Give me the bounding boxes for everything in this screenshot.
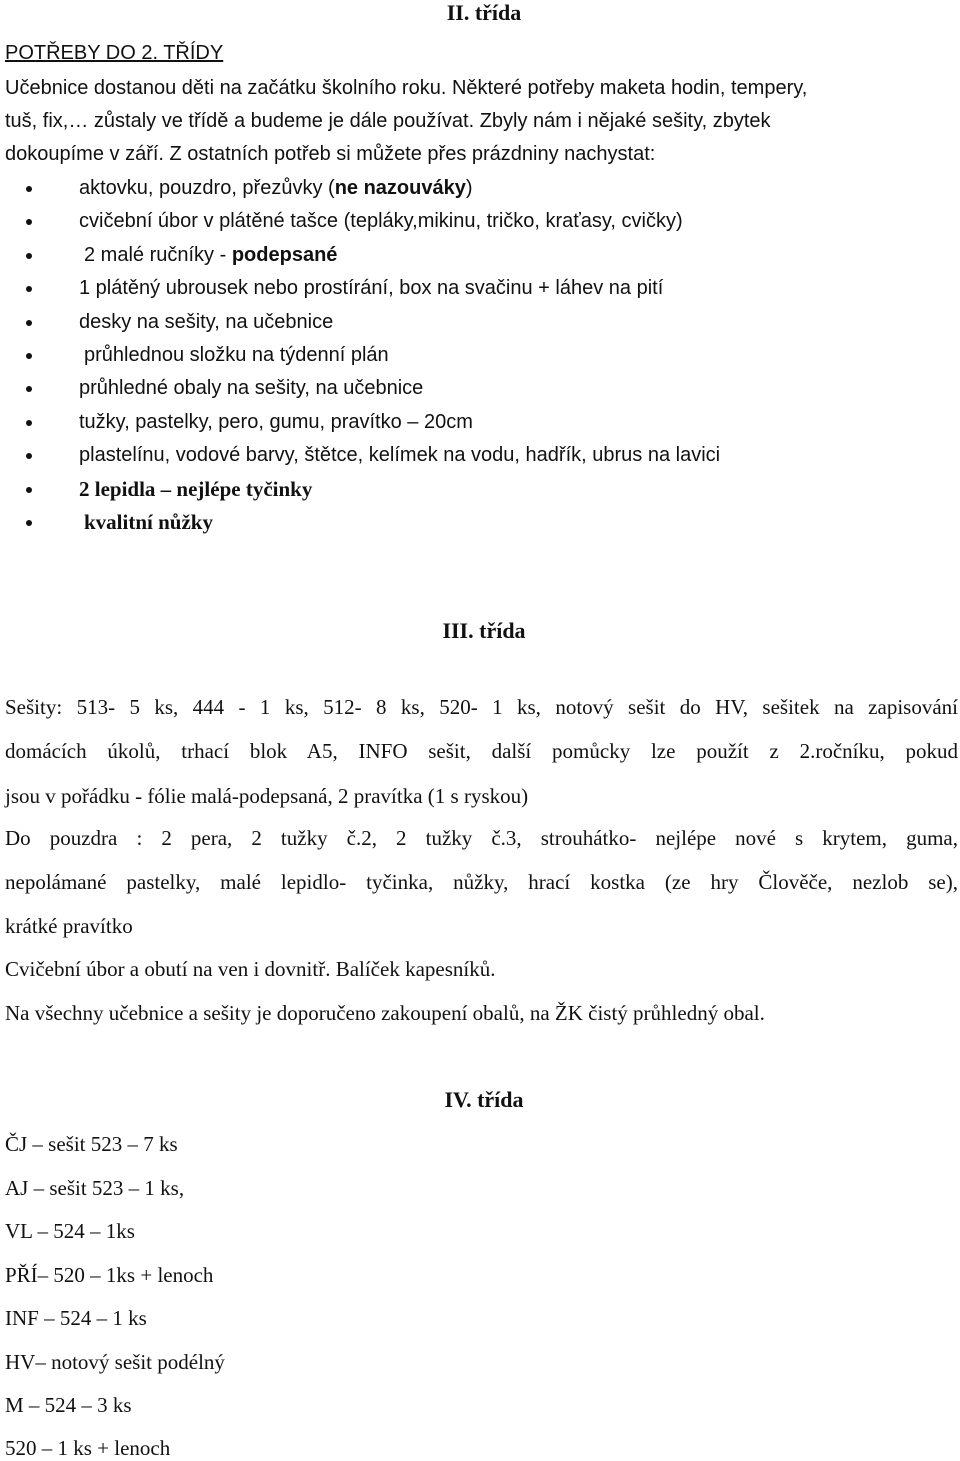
heading-second-grade: II. třída [446,0,522,25]
supplies-list [0,172,720,539]
third-grade-line-4: Do pouzdra : 2 pera, 2 tužky č.2, 2 tužky č.3, strouhátko- nejlépe nové s krytem, guma, [5,826,958,850]
list-item: tužky, pastelky, pero, gumu, pravítko – 20cm [0,406,720,439]
list-item: cvičební úbor v plátěné tašce (tepláky,mikinu, tričko, kraťasy, cvičky) [0,205,720,238]
fourth-grade-line-3: VL – 524 – 1ks [5,1219,135,1243]
third-grade-line-8: Na všechny učebnice a sešity je doporučeno zakoupení obalů, na ŽK čistý průhledný obal. [5,1001,765,1025]
intro-line-1: Učebnice dostanou děti na začátku školního roku. Některé potřeby maketa hodin, tempery, [5,77,808,99]
third-grade-line-5: nepolámané pastelky, malé lepidlo- tyčinka, nůžky, hrací kostka (ze hry Člověče, nezlob se), [5,870,958,894]
list-item: 2 malé ručníky - podepsané [0,239,720,272]
heading-third-grade: III. třída [442,618,526,643]
third-grade-line-1: Sešity: 513- 5 ks, 444 - 1 ks, 512- 8 ks, 520- 1 ks, notový sešit do HV, sešitek na zapisování [5,695,958,719]
fourth-grade-line-8: 520 – 1 ks + lenoch [5,1436,171,1460]
list-item: průhlednou složku na týdenní plán [0,339,720,372]
heading-fourth-grade: IV. třída [444,1087,524,1112]
list-item: 2 lepidla – nejlépe tyčinky [0,473,720,506]
list-item: desky na sešity, na učebnice [0,306,720,339]
list-item: aktovku, pouzdro, přezůvky (ne nazouváky) [0,172,720,205]
list-item: průhledné obaly na sešity, na učebnice [0,372,720,405]
section-title: POTŘEBY DO 2. TŘÍDY [5,42,224,64]
third-grade-line-3: jsou v pořádku - fólie malá-podepsaná, 2 pravítka (1 s ryskou) [5,784,529,808]
list-item: kvalitní nůžky [0,506,720,539]
fourth-grade-line-4: PŘÍ– 520 – 1ks + lenoch [5,1263,214,1287]
third-grade-line-6: krátké pravítko [5,914,133,938]
fourth-grade-line-5: INF – 524 – 1 ks [5,1306,147,1330]
list-item: plastelínu, vodové barvy, štětce, kelímek na vodu, hadřík, ubrus na lavici [0,439,720,472]
third-grade-line-7: Cvičební úbor a obutí na ven i dovnitř. Balíček kapesníků. [5,957,496,981]
fourth-grade-line-1: ČJ – sešit 523 – 7 ks [5,1132,178,1156]
fourth-grade-line-6: HV– notový sešit podélný [5,1350,225,1374]
intro-line-2: tuš, fix,… zůstaly ve třídě a budeme je dále používat. Zbyly nám i nějaké sešity, zbytek [5,110,771,132]
fourth-grade-line-7: M – 524 – 3 ks [5,1393,132,1417]
intro-line-3: dokoupíme v září. Z ostatních potřeb si můžete přes prázdniny nachystat: [5,143,656,165]
fourth-grade-line-2: AJ – sešit 523 – 1 ks, [5,1176,185,1200]
list-item: 1 plátěný ubrousek nebo prostírání, box na svačinu + láhev na pití [0,272,720,305]
third-grade-line-2: domácích úkolů, trhací blok A5, INFO sešit, další pomůcky lze použít z 2.ročníku, pokud [5,739,958,763]
